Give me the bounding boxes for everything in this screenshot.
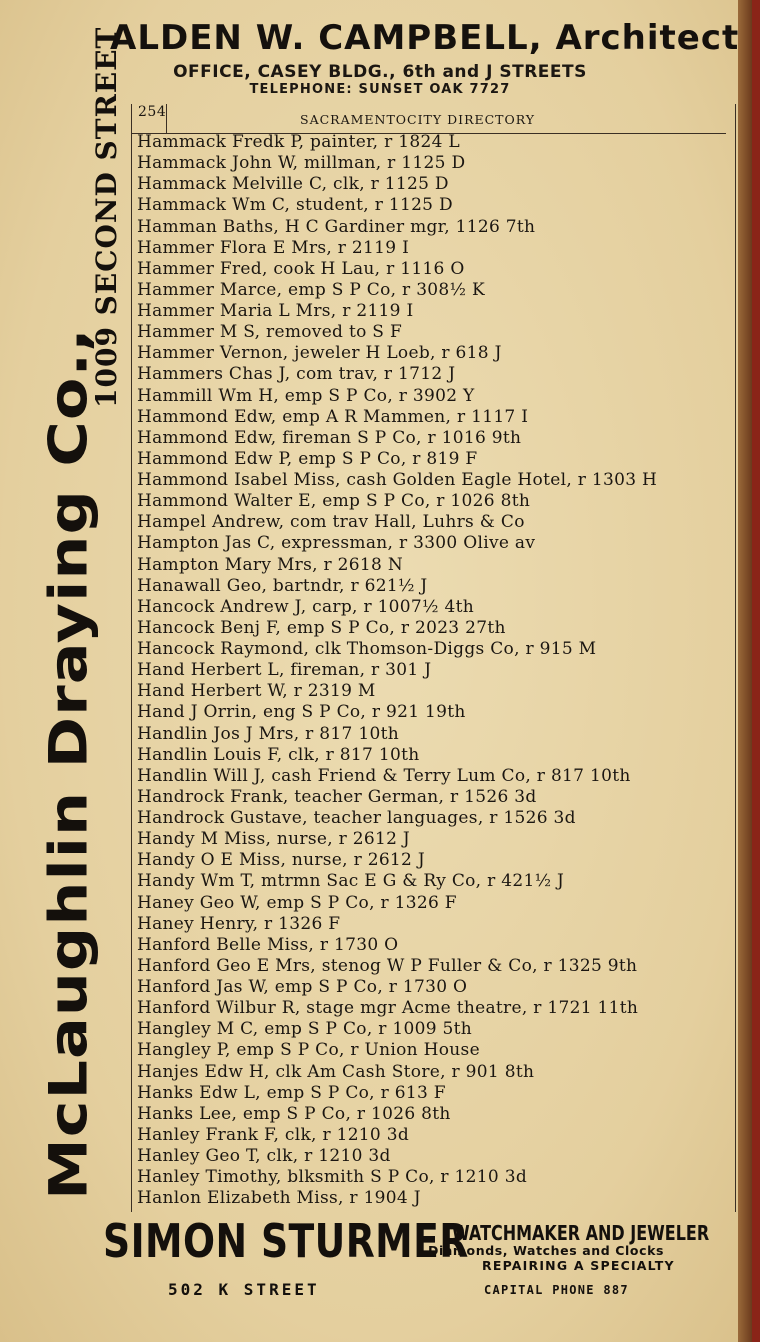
directory-entry: Hand J Orrin, eng S P Co, r 921 19th bbox=[137, 702, 466, 723]
directory-entry: Hammer Flora E Mrs, r 2119 I bbox=[137, 237, 410, 258]
directory-entry: Hancock Benj F, emp S P Co, r 2023 27th bbox=[137, 617, 506, 638]
directory-entry: Hammond Edw P, emp S P Co, r 819 F bbox=[137, 448, 478, 469]
header-ad-telephone: TELEPHONE: SUNSET OAK 7727 bbox=[249, 82, 511, 97]
directory-entry: Hammill Wm H, emp S P Co, r 3902 Y bbox=[137, 385, 475, 406]
running-head: SACRAMENTOCITY DIRECTORY bbox=[300, 112, 536, 127]
directory-entry: Handlin Louis F, clk, r 817 10th bbox=[137, 744, 420, 765]
directory-entry: Handy M Miss, nurse, r 2612 J bbox=[137, 829, 411, 850]
directory-entry: Hammer Marce, emp S P Co, r 308½ K bbox=[137, 279, 486, 300]
directory-entry: Hand Herbert W, r 2319 M bbox=[137, 681, 376, 702]
directory-entry: Hanks Edw L, emp S P Co, r 613 F bbox=[137, 1082, 446, 1103]
book-edge bbox=[752, 0, 760, 1342]
directory-entry: Haney Henry, r 1326 F bbox=[137, 913, 341, 934]
directory-entry: Hanley Geo T, clk, r 1210 3d bbox=[137, 1146, 391, 1166]
directory-entry: Hanley Timothy, blksmith S P Co, r 1210 3d bbox=[137, 1167, 528, 1188]
directory-entry: Hammer M S, removed to S F bbox=[137, 322, 403, 343]
header-ad-office: OFFICE, CASEY BLDG., 6th and J STREETS bbox=[173, 62, 587, 82]
directory-entry: Hand Herbert L, fireman, r 301 J bbox=[137, 660, 432, 681]
directory-entry: Hanford Jas W, emp S P Co, r 1730 O bbox=[137, 977, 468, 997]
footer-ad-address: 502 K STREET bbox=[168, 1280, 320, 1299]
directory-entry: Hampel Andrew, com trav Hall, Luhrs & Co bbox=[137, 512, 525, 533]
footer-ad-phone: CAPITAL PHONE 887 bbox=[484, 1283, 629, 1297]
directory-entry: Hampton Mary Mrs, r 2618 N bbox=[137, 554, 403, 575]
directory-entry: Hammack Fredk P, painter, r 1824 L bbox=[137, 132, 460, 152]
directory-entry: Hancock Raymond, clk Thomson-Diggs Co, r 915 M bbox=[137, 639, 597, 659]
directory-entry: Handy O E Miss, nurse, r 2612 J bbox=[137, 850, 425, 871]
directory-entry: Hanford Geo E Mrs, stenog W P Fuller & Co, r 1325 9th bbox=[137, 955, 638, 976]
directory-entry: Hammond Edw, emp A R Mammen, r 1117 I bbox=[137, 406, 529, 427]
directory-entry: Hammack Wm C, student, r 1125 D bbox=[137, 195, 453, 216]
directory-entry: Hammer Vernon, jeweler H Loeb, r 618 J bbox=[137, 343, 502, 364]
directory-entry: Hangley P, emp S P Co, r Union House bbox=[137, 1040, 480, 1061]
directory-entry: Hanford Belle Miss, r 1730 O bbox=[137, 934, 399, 955]
footer-ad-trade: WATCHMAKER AND JEWELER bbox=[452, 1221, 710, 1245]
directory-entry: Hancock Andrew J, carp, r 1007½ 4th bbox=[137, 596, 475, 617]
side-ad-street: SECOND STREET bbox=[90, 26, 123, 316]
directory-entry: Hammond Walter E, emp S P Co, r 1026 8th bbox=[137, 491, 531, 512]
side-ad-address bbox=[90, 27, 123, 408]
directory-entry: Handlin Jos J Mrs, r 817 10th bbox=[137, 723, 399, 744]
footer-ad-name: SIMON STURMER bbox=[103, 1214, 469, 1268]
header-ad-name: ALDEN W. CAMPBELL, Architect bbox=[110, 18, 740, 58]
directory-entry: Hampton Jas C, expressman, r 3300 Olive av bbox=[137, 533, 536, 554]
directory-entry: Hammack John W, millman, r 1125 D bbox=[137, 153, 466, 174]
side-ad-company: McLaughlin Draying Co., bbox=[37, 327, 100, 1200]
directory-entry: Hammers Chas J, com trav, r 1712 J bbox=[137, 364, 456, 385]
directory-entry: Hanjes Edw H, clk Am Cash Store, r 901 8th bbox=[137, 1061, 535, 1082]
directory-entry: Hammer Maria L Mrs, r 2119 I bbox=[137, 301, 414, 321]
directory-entry: Hangley M C, emp S P Co, r 1009 5th bbox=[137, 1019, 473, 1040]
directory-entry: Handlin Will J, cash Friend & Terry Lum Co, r 817 10th bbox=[137, 765, 631, 786]
footer-ad-service: REPAIRING A SPECIALTY bbox=[482, 1258, 675, 1273]
directory-entries bbox=[137, 132, 732, 1209]
directory-entry: Handrock Frank, teacher German, r 1526 3d bbox=[137, 786, 537, 807]
directory-entry: Handy Wm T, mtrmn Sac E G & Ry Co, r 421½ J bbox=[137, 871, 565, 892]
footer-ad-goods: Diamonds, Watches and Clocks bbox=[428, 1243, 665, 1258]
directory-entry: Hanley Frank F, clk, r 1210 3d bbox=[137, 1124, 410, 1145]
page-number: 254 bbox=[138, 104, 167, 120]
side-ad-number: 1009 bbox=[90, 326, 123, 408]
directory-entry: Hammond Edw, fireman S P Co, r 1016 9th bbox=[137, 427, 522, 448]
directory-entry: Hanford Wilbur R, stage mgr Acme theatre, r 1721 11th bbox=[137, 998, 639, 1019]
directory-entry: Hamman Baths, H C Gardiner mgr, 1126 7th bbox=[137, 216, 536, 237]
directory-entry: Hammond Isabel Miss, cash Golden Eagle Hotel, r 1303 H bbox=[137, 470, 658, 490]
directory-entry: Hammack Melville C, clk, r 1125 D bbox=[137, 174, 449, 195]
directory-entry: Hanlon Elizabeth Miss, r 1904 J bbox=[137, 1188, 421, 1209]
directory-entry: Haney Geo W, emp S P Co, r 1326 F bbox=[137, 892, 457, 913]
directory-entry: Handrock Gustave, teacher languages, r 1526 3d bbox=[137, 808, 576, 828]
directory-entry: Hammer Fred, cook H Lau, r 1116 O bbox=[137, 258, 465, 279]
directory-entry: Hanks Lee, emp S P Co, r 1026 8th bbox=[137, 1103, 451, 1124]
directory-entry: Hanawall Geo, bartndr, r 621½ J bbox=[137, 575, 428, 596]
